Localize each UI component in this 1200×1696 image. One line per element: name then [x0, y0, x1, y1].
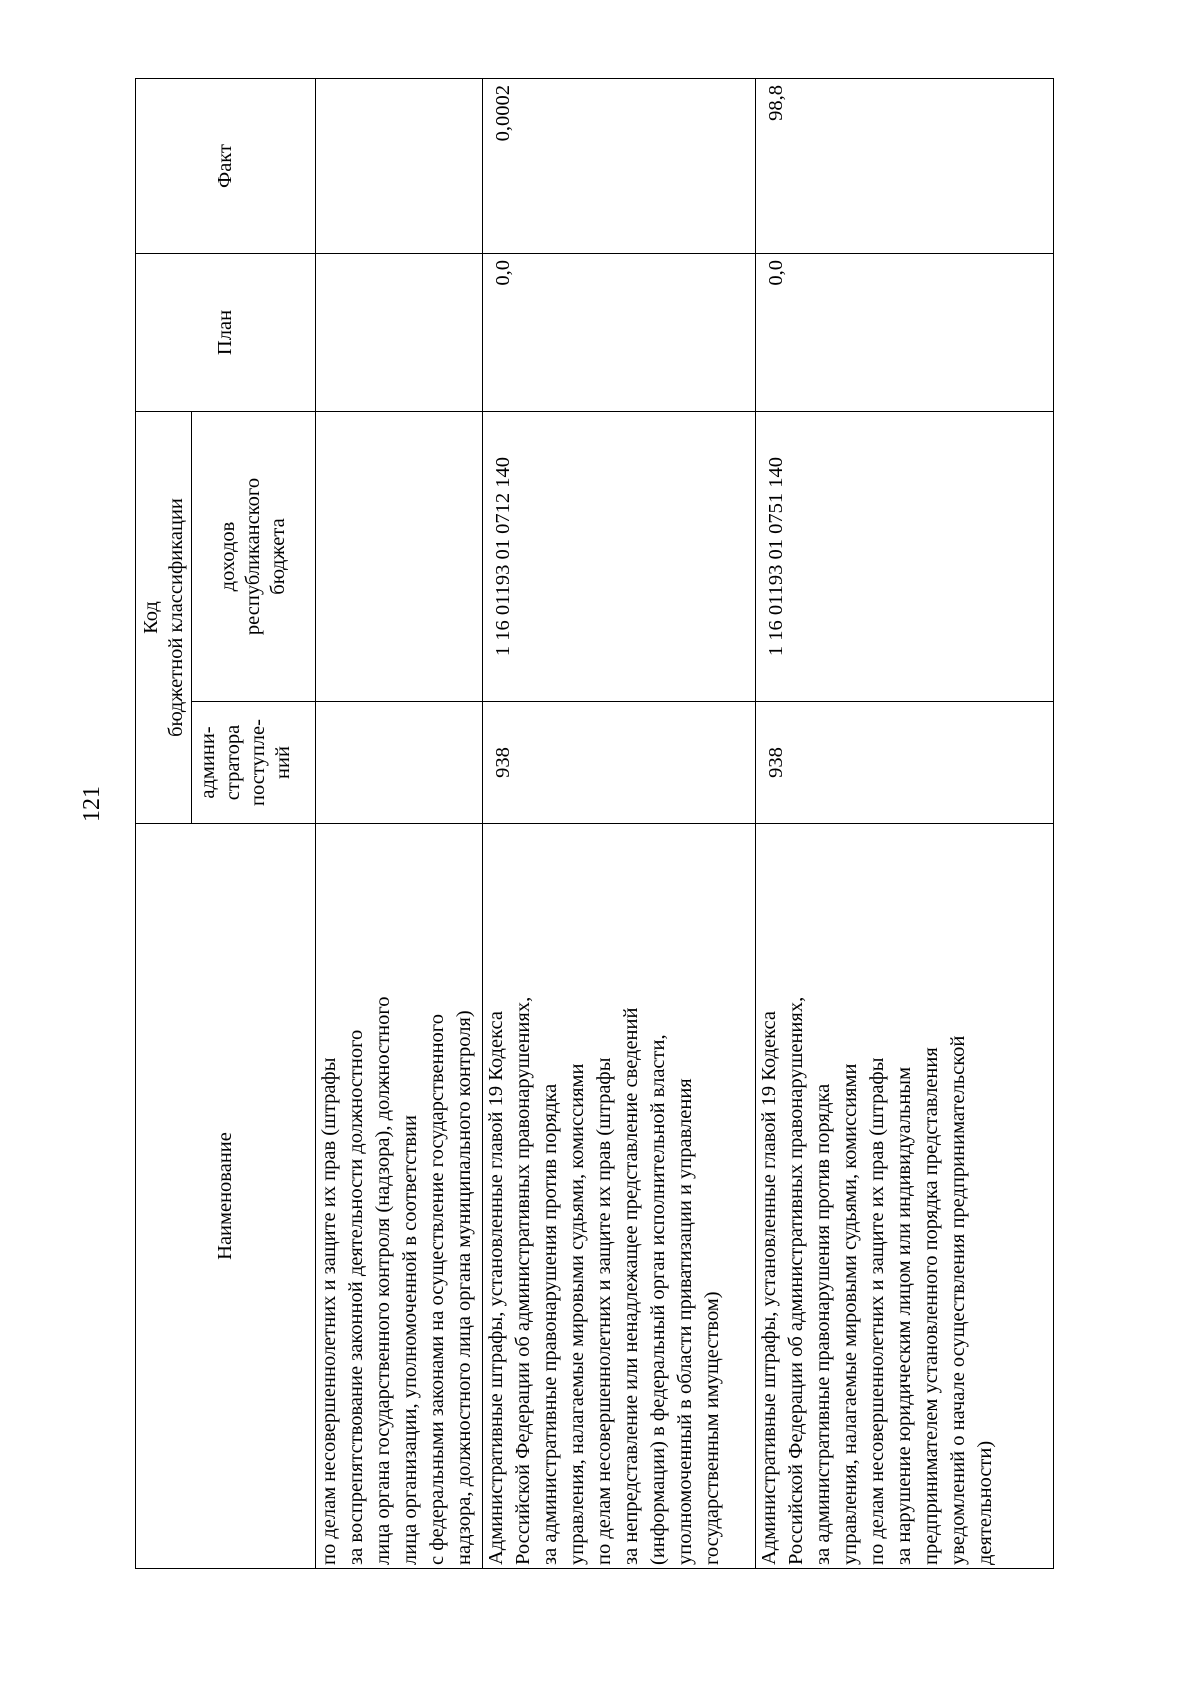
- header-code-line1: Код: [139, 601, 162, 634]
- row-name-line: Административные штрафы, установленные главой 19 Кодекса: [758, 1011, 780, 1565]
- row-name-line: уведомлений о начале осуществления предпринимательской: [947, 1035, 969, 1565]
- header-plan: План: [136, 254, 316, 412]
- row-name-line: по делам несовершеннолетних и защите их прав (штрафы: [866, 1057, 888, 1565]
- row-name-line: за административные правонарушения против порядка: [812, 1083, 834, 1565]
- header-code-line2: бюджетной классификации: [164, 498, 187, 737]
- row-name-line: за непредставление или ненадлежащее представление сведений: [620, 1007, 642, 1565]
- header-admin: админи- стратора поступле- ний: [192, 702, 316, 824]
- row-name-line: деятельности): [974, 1440, 996, 1565]
- header-income: доходов республиканского бюджета: [192, 412, 316, 702]
- row-name-line: за воспрепятствование законной деятельности должностного: [345, 1029, 367, 1565]
- row-admin-code: [316, 702, 483, 824]
- row-name-line: лица органа государственного контроля (надзора), должностного: [372, 996, 394, 1565]
- row-name: [483, 824, 756, 1569]
- row-plan: 0,0: [483, 254, 756, 412]
- row-name-line: за административные правонарушения против порядка: [539, 1083, 561, 1565]
- row-name-line: по делам несовершеннолетних и защите их прав (штрафы: [593, 1057, 615, 1565]
- table-body: [316, 79, 1054, 1569]
- row-name-line: государственным имуществом): [701, 1291, 723, 1565]
- row-name-line: надзора, должностного лица органа муниципального контроля): [453, 1010, 475, 1565]
- row-income-code: [316, 412, 483, 702]
- table-row: [756, 79, 1054, 1569]
- row-admin-code: 938: [756, 702, 1054, 824]
- row-fact: [316, 79, 483, 254]
- header-name: Наименование: [136, 824, 316, 1569]
- row-name: [316, 824, 483, 1569]
- row-name-line: лица организации, уполномоченной в соответствии: [399, 1115, 421, 1565]
- row-name-line: Российской Федерации об административных правонарушениях,: [512, 996, 534, 1565]
- row-fact: 0,0002: [483, 79, 756, 254]
- header-code-group: [136, 412, 192, 824]
- row-admin-code: 938: [483, 702, 756, 824]
- row-plan: [316, 254, 483, 412]
- row-income-code: 1 16 01193 01 0712 140: [483, 412, 756, 702]
- row-name-line: уполномоченный в области приватизации и управления: [674, 1078, 696, 1565]
- row-name-line: за нарушение юридическим лицом или индивидуальным: [893, 1066, 915, 1565]
- row-name-line: предпринимателем установленного порядка представления: [920, 1047, 942, 1565]
- row-income-code: 1 16 01193 01 0751 140: [756, 412, 1054, 702]
- row-name-line: управления, налагаемые мировыми судьями, комиссиями: [839, 1063, 861, 1565]
- row-name-line: (информации) в федеральный орган исполнительной власти,: [647, 1034, 669, 1565]
- row-fact: 98,8: [756, 79, 1054, 254]
- budget-income-table: [135, 78, 1054, 1569]
- row-name-line: Административные штрафы, установленные главой 19 Кодекса: [485, 1011, 507, 1565]
- row-name: [756, 824, 1054, 1569]
- rotated-table-container: [135, 79, 1053, 1569]
- table-row: [483, 79, 756, 1569]
- page-number: 121: [79, 786, 105, 822]
- row-name-line: управления, налагаемые мировыми судьями, комиссиями: [566, 1063, 588, 1565]
- row-name-line: по делам несовершеннолетних и защите их прав (штрафы: [318, 1057, 340, 1565]
- header-fact: Факт: [136, 79, 316, 254]
- row-name-line: с федеральными законами на осуществление государственного: [426, 1014, 448, 1565]
- table-row: [316, 79, 483, 1569]
- row-plan: 0,0: [756, 254, 1054, 412]
- row-name-line: Российской Федерации об административных правонарушениях,: [785, 996, 807, 1565]
